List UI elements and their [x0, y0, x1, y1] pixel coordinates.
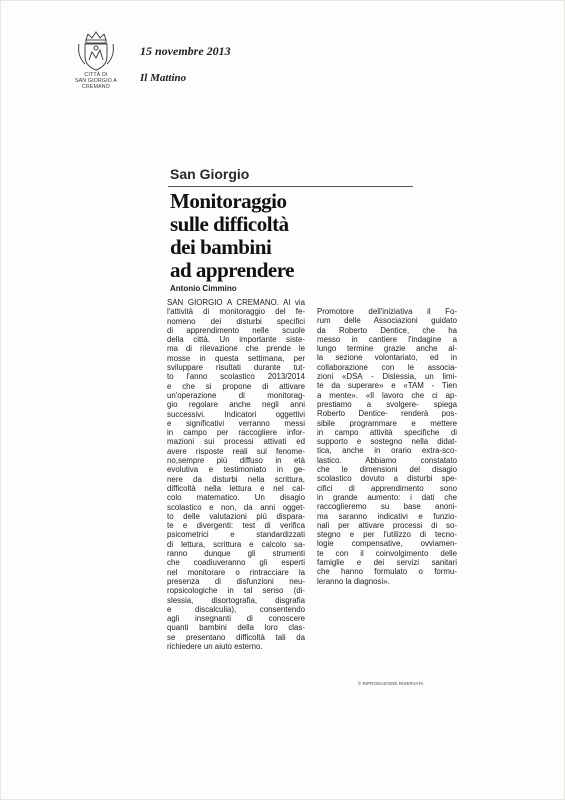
article-text-line: mazioni sui processi attivati ed [167, 437, 305, 447]
article-text-line: un'operazione di monitorag- [167, 390, 305, 400]
article-text-line: in grande aumento: i dati che [317, 492, 457, 502]
article-text-line: ropsicologiche in tal senso (di- [167, 586, 305, 596]
article-byline: Antonio Cimmino [170, 284, 237, 293]
article-text-line: te e divergenti: test di verifica [167, 521, 305, 531]
article-text-line: collaborazione con le associa- [317, 362, 457, 372]
article-text-line: che le dimensioni del disagio [317, 465, 457, 475]
article-text-line: richiedere un aiuto esterno. [167, 641, 263, 651]
article-text-line: messo in cantiere l'indagine a [317, 334, 457, 344]
article-text-line: che coadiuveranno gli esperti [167, 558, 305, 568]
article-text-line: no,sempre più diffuso in età [167, 456, 305, 466]
article-text-line: gio regolare anche negli anni [167, 400, 305, 410]
coat-of-arms-icon [76, 30, 116, 72]
article-text-line: zioni «DSA - Dislessia, un limi- [317, 372, 457, 382]
article-text-line: se presentano difficoltà tali da [167, 632, 305, 642]
article-text-line: te da superare» e «TAM - Tien [317, 381, 457, 391]
article-text-line: scolastico e non, da anni ogget- [167, 502, 305, 512]
article-column-1 [167, 298, 305, 651]
article-text-line: la sezione volontariato, ed in [317, 353, 457, 363]
article-text-line: nere da disturbi nella scrittura, [167, 474, 305, 484]
article-text-line: stegno e per l'utilizzo di tecno- [317, 530, 457, 540]
headline-line: sulle difficoltà [170, 212, 289, 236]
article-column-2 [317, 307, 457, 586]
article-text-line: Promotore dell'iniziativa il Fo- [317, 307, 457, 316]
article-text-line: della città. Un importante siste- [167, 335, 305, 345]
article-text-line: tica, anche in orario extra-sco- [317, 446, 457, 456]
article-text-line: raccoglieremo su base anoni- [317, 502, 457, 512]
article-text-line: rum delle Associazioni guidato [317, 316, 457, 326]
copyright-notice: © RIPRODUZIONE RISERVATA [358, 681, 424, 686]
crest-label-line2: SAN GIORGIO A CREMANO [74, 78, 118, 90]
article-text-line: famiglie e dei servizi sanitari [317, 558, 457, 568]
article-text-line: che hanno formulato o formu- [317, 567, 457, 577]
headline-line: Monitoraggio [170, 189, 287, 213]
article-text-line: da Roberto Dentice, che ha [317, 325, 457, 335]
article-text-line: sviluppare risultati durante tut- [167, 363, 305, 373]
article-text-line: e discalculia), consentendo [167, 604, 305, 614]
article-text-line: l'attività di monitoraggio del fe- [167, 307, 305, 317]
article-text-line: ranno dunque gli strumenti [167, 549, 305, 559]
section-title: San Giorgio [170, 166, 250, 182]
article-text-line: in campo attività specifiche di [317, 427, 457, 437]
article-text-line: successivi. Indicatori oggettivi [167, 409, 305, 419]
article-text-line: ma di rilevazione che prende le [167, 344, 305, 354]
article-text-line: difficoltà nella lettura e nel cal- [167, 483, 305, 493]
article-text-line: te con il coinvolgimento delle [317, 548, 457, 558]
article-text-line: evolutiva e testimoniato in ge- [167, 465, 305, 475]
article-text-line: e che si propone di attivare [167, 381, 305, 391]
article-text-line: lungo termine grazie anche al- [317, 344, 457, 354]
article-text-line: psicometrici e standardizzati [167, 530, 305, 540]
article-text-line: avere risposte reali sul fenome- [167, 446, 305, 456]
newspaper-name: Il Mattino [140, 72, 187, 84]
publication-date: 15 novembre 2013 [140, 44, 231, 58]
article-text-line: logie compensative, ovviamen- [317, 539, 457, 549]
article-text-line: mosse in questa settimana, per [167, 353, 305, 363]
article-text-line: slessia, disortografia, disgrafia [167, 595, 305, 605]
article-text-line: sibile programmare e mettere [317, 418, 457, 428]
article-text-line: quanti bambini della loro clas- [167, 623, 305, 633]
article-text-line: SAN GIORGIO A CREMANO. Al via [167, 298, 305, 307]
article-text-line: nel monitorare o rintracciare la [167, 567, 305, 577]
article-text-line: leranno la diagnosi». [317, 576, 390, 586]
article-text-line: di lettura, scrittura e calcolo sa- [167, 539, 305, 549]
article-headline [170, 190, 410, 282]
article-text-line: a mente». «Il lavoro che ci ap- [317, 390, 457, 400]
article-text-line: lastico. Abbiamo constatato [317, 455, 457, 465]
article-text-line: ma saranno indicativi e funzio- [317, 511, 457, 521]
article-text-line: Roberto Dentice- renderà pos- [317, 409, 457, 419]
crest-label-line1: CITTÀ DI [84, 72, 108, 78]
article-text-line: agli insegnanti di conoscere [167, 614, 305, 624]
article-text-line: scolastico dovuto a disturbi spe- [317, 474, 457, 484]
headline-line: dei bambini [170, 235, 272, 259]
article-text-line: supporto e sostegno nella didat- [317, 437, 457, 447]
article-text-line: in campo per raccogliere infor- [167, 428, 305, 438]
article-text-line: nomeno dei disturbi specifici [167, 316, 305, 326]
article-text-line: prestiamo a svolgere- spiega [317, 399, 457, 409]
section-divider [168, 186, 413, 187]
headline-line: ad apprendere [170, 258, 294, 282]
article-text-line: to l'anno scolastico 2013/2014 [167, 372, 305, 382]
article-text-line: colo matematico. Un disagio [167, 493, 305, 503]
article-text-line: nali per attivare processi di so- [317, 520, 457, 530]
article-text-line: cifici di apprendimento sono [317, 483, 457, 493]
article-text-line: e significativi verranno messi [167, 418, 305, 428]
city-crest [62, 30, 130, 90]
article-text-line: di apprendimento nelle scuole [167, 325, 305, 335]
article-text-line: to delle valutazioni più dispara- [167, 511, 305, 521]
article-text-line: presenza di disfunzioni neu- [167, 576, 305, 586]
